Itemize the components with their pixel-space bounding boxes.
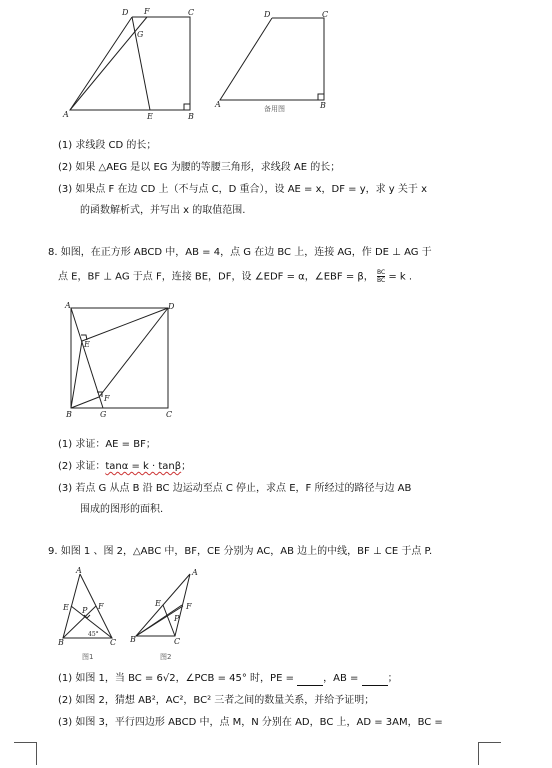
label-F: F [104,394,110,403]
figure-trapezoid-main [60,5,200,120]
page-corner-mark-left [14,742,37,765]
q7-part3: (3) 如果点 F 在边 CD 上（不与点 C，D 重合），设 AE = x，DF = y，求 y 关于 x [58,184,428,195]
q9-part2: (2) 如图 2，猜想 AB²，AC²，BC² 三者之间的数量关系，并给予证明； [58,695,375,706]
q8-part3-cont: 围成的图形的面积. [80,504,164,515]
q8-stem-line2 [58,269,412,285]
q7-part1: (1) 求线段 CD 的长； [58,140,157,151]
label-C: C [322,10,329,19]
figure-caption: 图2 [160,653,172,661]
fraction-denominator: BC [376,277,386,284]
figure-caption: 图1 [82,653,94,661]
label-B: B [320,101,326,110]
figure-triangle-1 [58,566,120,662]
q7-part2: (2) 如果 △AEG 是以 EG 为腰的等腰三角形，求线段 AE 的长； [58,162,341,173]
q8-part2 [58,460,191,474]
label-C: C [188,8,195,17]
q8-part2-prefix: (2) 求证： [58,461,106,472]
q9-part1-mid: ，AB = [323,673,362,684]
q8-part3: (3) 若点 G 从点 B 沿 BC 边运动至点 C 停止，求点 E，F 所经过的路径与边 AB [58,483,412,494]
label-F: F [186,602,192,611]
figure-square [62,300,182,422]
q9-part1 [58,672,398,686]
label-A: A [63,110,69,119]
label-G: G [137,30,144,39]
q8-part1: (1) 求证：AE = BF； [58,439,156,450]
q9-part3: (3) 如图 3，平行四边形 ABCD 中，点 M，N 分别在 AD，BC 上，AD = 3AM，BC = [58,717,443,728]
label-C: C [110,638,117,647]
label-G: G [100,410,107,419]
q8-stem-line2-text: 点 E，BF ⊥ AG 于点 F，连接 BE，DF，设 ∠EDF = α，∠EBF = β， [58,271,374,283]
label-C: C [166,410,173,419]
q7-part3-cont: 的函数解析式，并写出 x 的取值范围. [80,205,246,216]
label-A: A [76,566,82,575]
label-F: F [98,602,104,611]
answer-blank-pe [297,675,323,686]
label-D: D [264,10,271,19]
label-B: B [66,410,72,419]
q9-part1-suffix: ； [387,673,398,684]
label-B: B [58,638,64,647]
page-corner-mark-right [478,742,501,765]
label-D: D [168,302,175,311]
fraction-numerator: BC [376,269,386,276]
label-A: A [215,100,221,109]
q8-stem-line2-tail: = k . [388,271,413,283]
label-B: B [188,112,194,120]
ratio-fraction [377,269,385,284]
q9-part1-prefix: (1) 如图 1，当 BC = 6√2，∠PCB = 45° 时，PE = [58,673,298,684]
q8-stem-line1: 8. 如图，在正方形 ABCD 中，AB = 4，点 G 在边 BC 上，连接 AG，作 DE ⊥ AG 于 [48,247,432,258]
label-E: E [155,599,161,608]
label-P: P [174,614,180,623]
label-B: B [130,635,136,644]
label-P: P [82,606,88,615]
answer-blank-ab [362,675,388,686]
label-A: A [65,301,71,310]
label-E: E [63,603,69,612]
label-D: D [122,8,129,17]
figure-triangle-2 [130,566,202,662]
q9-stem: 9. 如图 1 、图 2，△ABC 中，BF，CE 分别为 AC，AB 边上的中线，BF ⊥ CE 于点 P. [48,546,433,557]
q8-part2-suffix: ； [181,461,192,472]
angle-label: 45° [88,631,99,638]
q8-part2-formula: tanα = k · tanβ [105,461,182,472]
figure-trapezoid-spare [212,8,337,118]
label-A: A [192,568,198,577]
label-E: E [147,112,153,120]
label-E: E [84,340,90,349]
label-F: F [144,7,150,16]
figure-caption: 备用图 [264,105,285,113]
label-C: C [174,637,181,646]
